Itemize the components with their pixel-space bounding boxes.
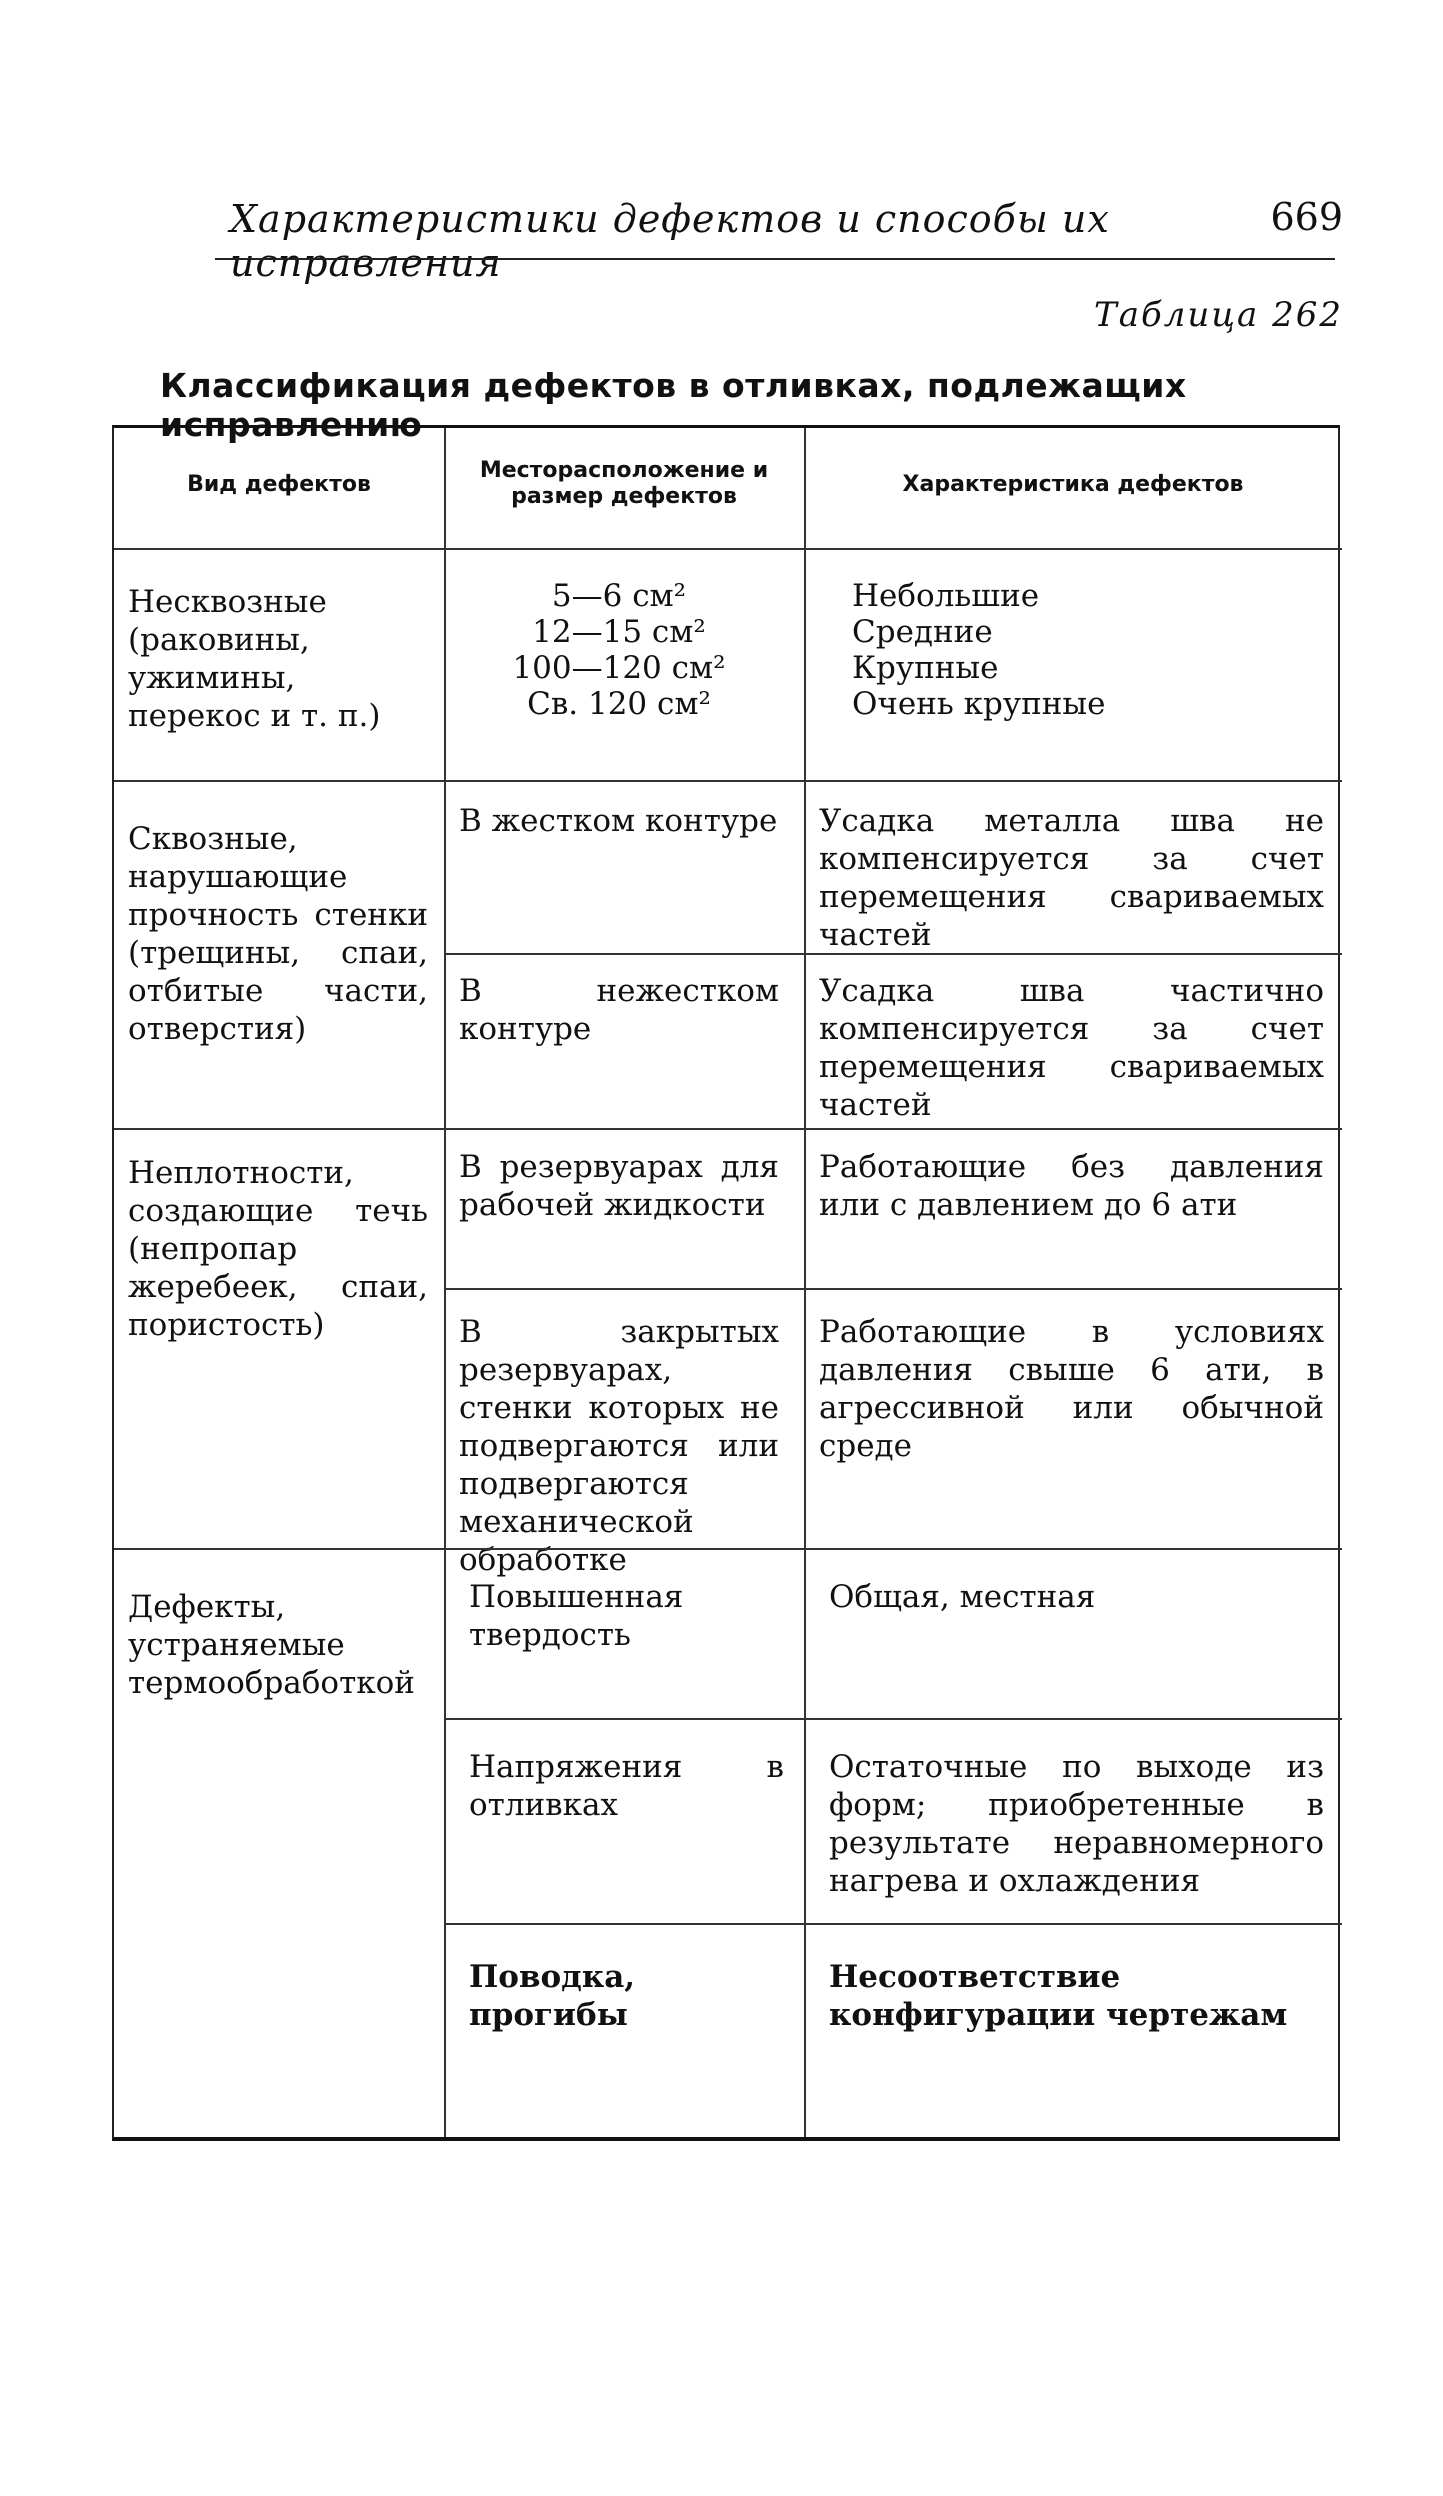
characteristic-hardness: Общая, местная bbox=[829, 1579, 1096, 1615]
location-warping: Поводка, прогибы bbox=[469, 1959, 636, 2033]
header-location: Месторасположение и размер дефектов bbox=[479, 458, 769, 509]
size-item: 100—120 см² bbox=[512, 650, 726, 686]
header-rule bbox=[114, 548, 1342, 550]
characteristic-item: Очень крупные bbox=[852, 686, 1106, 722]
page-number: 669 bbox=[1270, 195, 1343, 239]
running-head: Характеристики дефектов и способы их исправления bbox=[230, 197, 1110, 285]
defect-type-heat-treatment: Дефекты, устраняемые термообработкой bbox=[128, 1589, 415, 1701]
location-closed-tanks: В закрытых резервуарах, стенки которых не подвергаются или подвергаются механической обработке bbox=[459, 1314, 779, 1578]
defect-type-leaks: Неплотности, создающие течь (непропар жеребеек, спаи, пористость) bbox=[128, 1155, 428, 1343]
characteristic-rigid-contour: Усадка металла шва не компенсируется за счет перемещения свариваемых частей bbox=[819, 803, 1324, 953]
row-rule bbox=[444, 953, 1342, 955]
characteristic-item: Средние bbox=[852, 614, 993, 650]
characteristic-stresses: Остаточные по выходе из форм; приобретенные в результате неравномерного нагрева и охлаждения bbox=[829, 1749, 1324, 1899]
table-label: Таблица 262 bbox=[1094, 295, 1343, 335]
header-defect-type: Вид дефектов bbox=[187, 472, 371, 497]
row-rule bbox=[444, 1718, 1342, 1720]
row-rule bbox=[444, 1923, 1342, 1925]
location-rigid-contour: В жестком контуре bbox=[459, 803, 778, 839]
group-rule bbox=[114, 1548, 1342, 1550]
characteristic-nonrigid-contour: Усадка шва частично компенсируется за счет перемещения свариваемых частей bbox=[819, 973, 1324, 1123]
location-nonrigid-contour: В нежестком контуре bbox=[459, 973, 779, 1047]
row-rule bbox=[444, 1288, 1342, 1290]
characteristic-item: Небольшие bbox=[852, 578, 1040, 614]
defect-type-through: Сквозные, нарушающие прочность стенки (трещины, спаи, отбитые части, отверстия) bbox=[128, 821, 428, 1047]
size-item: Св. 120 см² bbox=[527, 686, 711, 722]
sizes-list bbox=[459, 578, 779, 722]
location-stresses: Напряжения в отливках bbox=[469, 1749, 784, 1823]
location-hardness: Повышенная твердость bbox=[469, 1579, 684, 1653]
defects-table bbox=[112, 425, 1340, 2141]
group-rule bbox=[114, 780, 1342, 782]
group-rule bbox=[114, 1128, 1342, 1130]
table-title: Классификация дефектов в отливках, подлежащих исправлению bbox=[160, 366, 1187, 444]
size-item: 12—15 см² bbox=[532, 614, 706, 650]
location-fluid-tanks: В резервуарах для рабочей жидкости bbox=[459, 1149, 779, 1223]
column-divider-2 bbox=[804, 428, 806, 2137]
size-item: 5—6 см² bbox=[551, 578, 687, 614]
header-characteristic: Характеристика дефектов bbox=[902, 472, 1244, 497]
characteristic-closed-tanks: Работающие в условиях давления свыше 6 ати, в агрессивной или обычной среде bbox=[819, 1314, 1324, 1464]
column-divider-1 bbox=[444, 428, 446, 2137]
characteristic-item: Крупные bbox=[852, 650, 999, 686]
size-characteristics-list bbox=[852, 578, 1322, 722]
defect-type-nonthrough: Несквозные (раковины, ужимины, перекос и т. п.) bbox=[128, 584, 381, 734]
header-rule bbox=[215, 258, 1335, 260]
characteristic-warping: Несоответствие конфигурации чертежам bbox=[829, 1959, 1288, 2033]
characteristic-fluid-tanks: Работающие без давления или с давлением до 6 ати bbox=[819, 1149, 1324, 1223]
